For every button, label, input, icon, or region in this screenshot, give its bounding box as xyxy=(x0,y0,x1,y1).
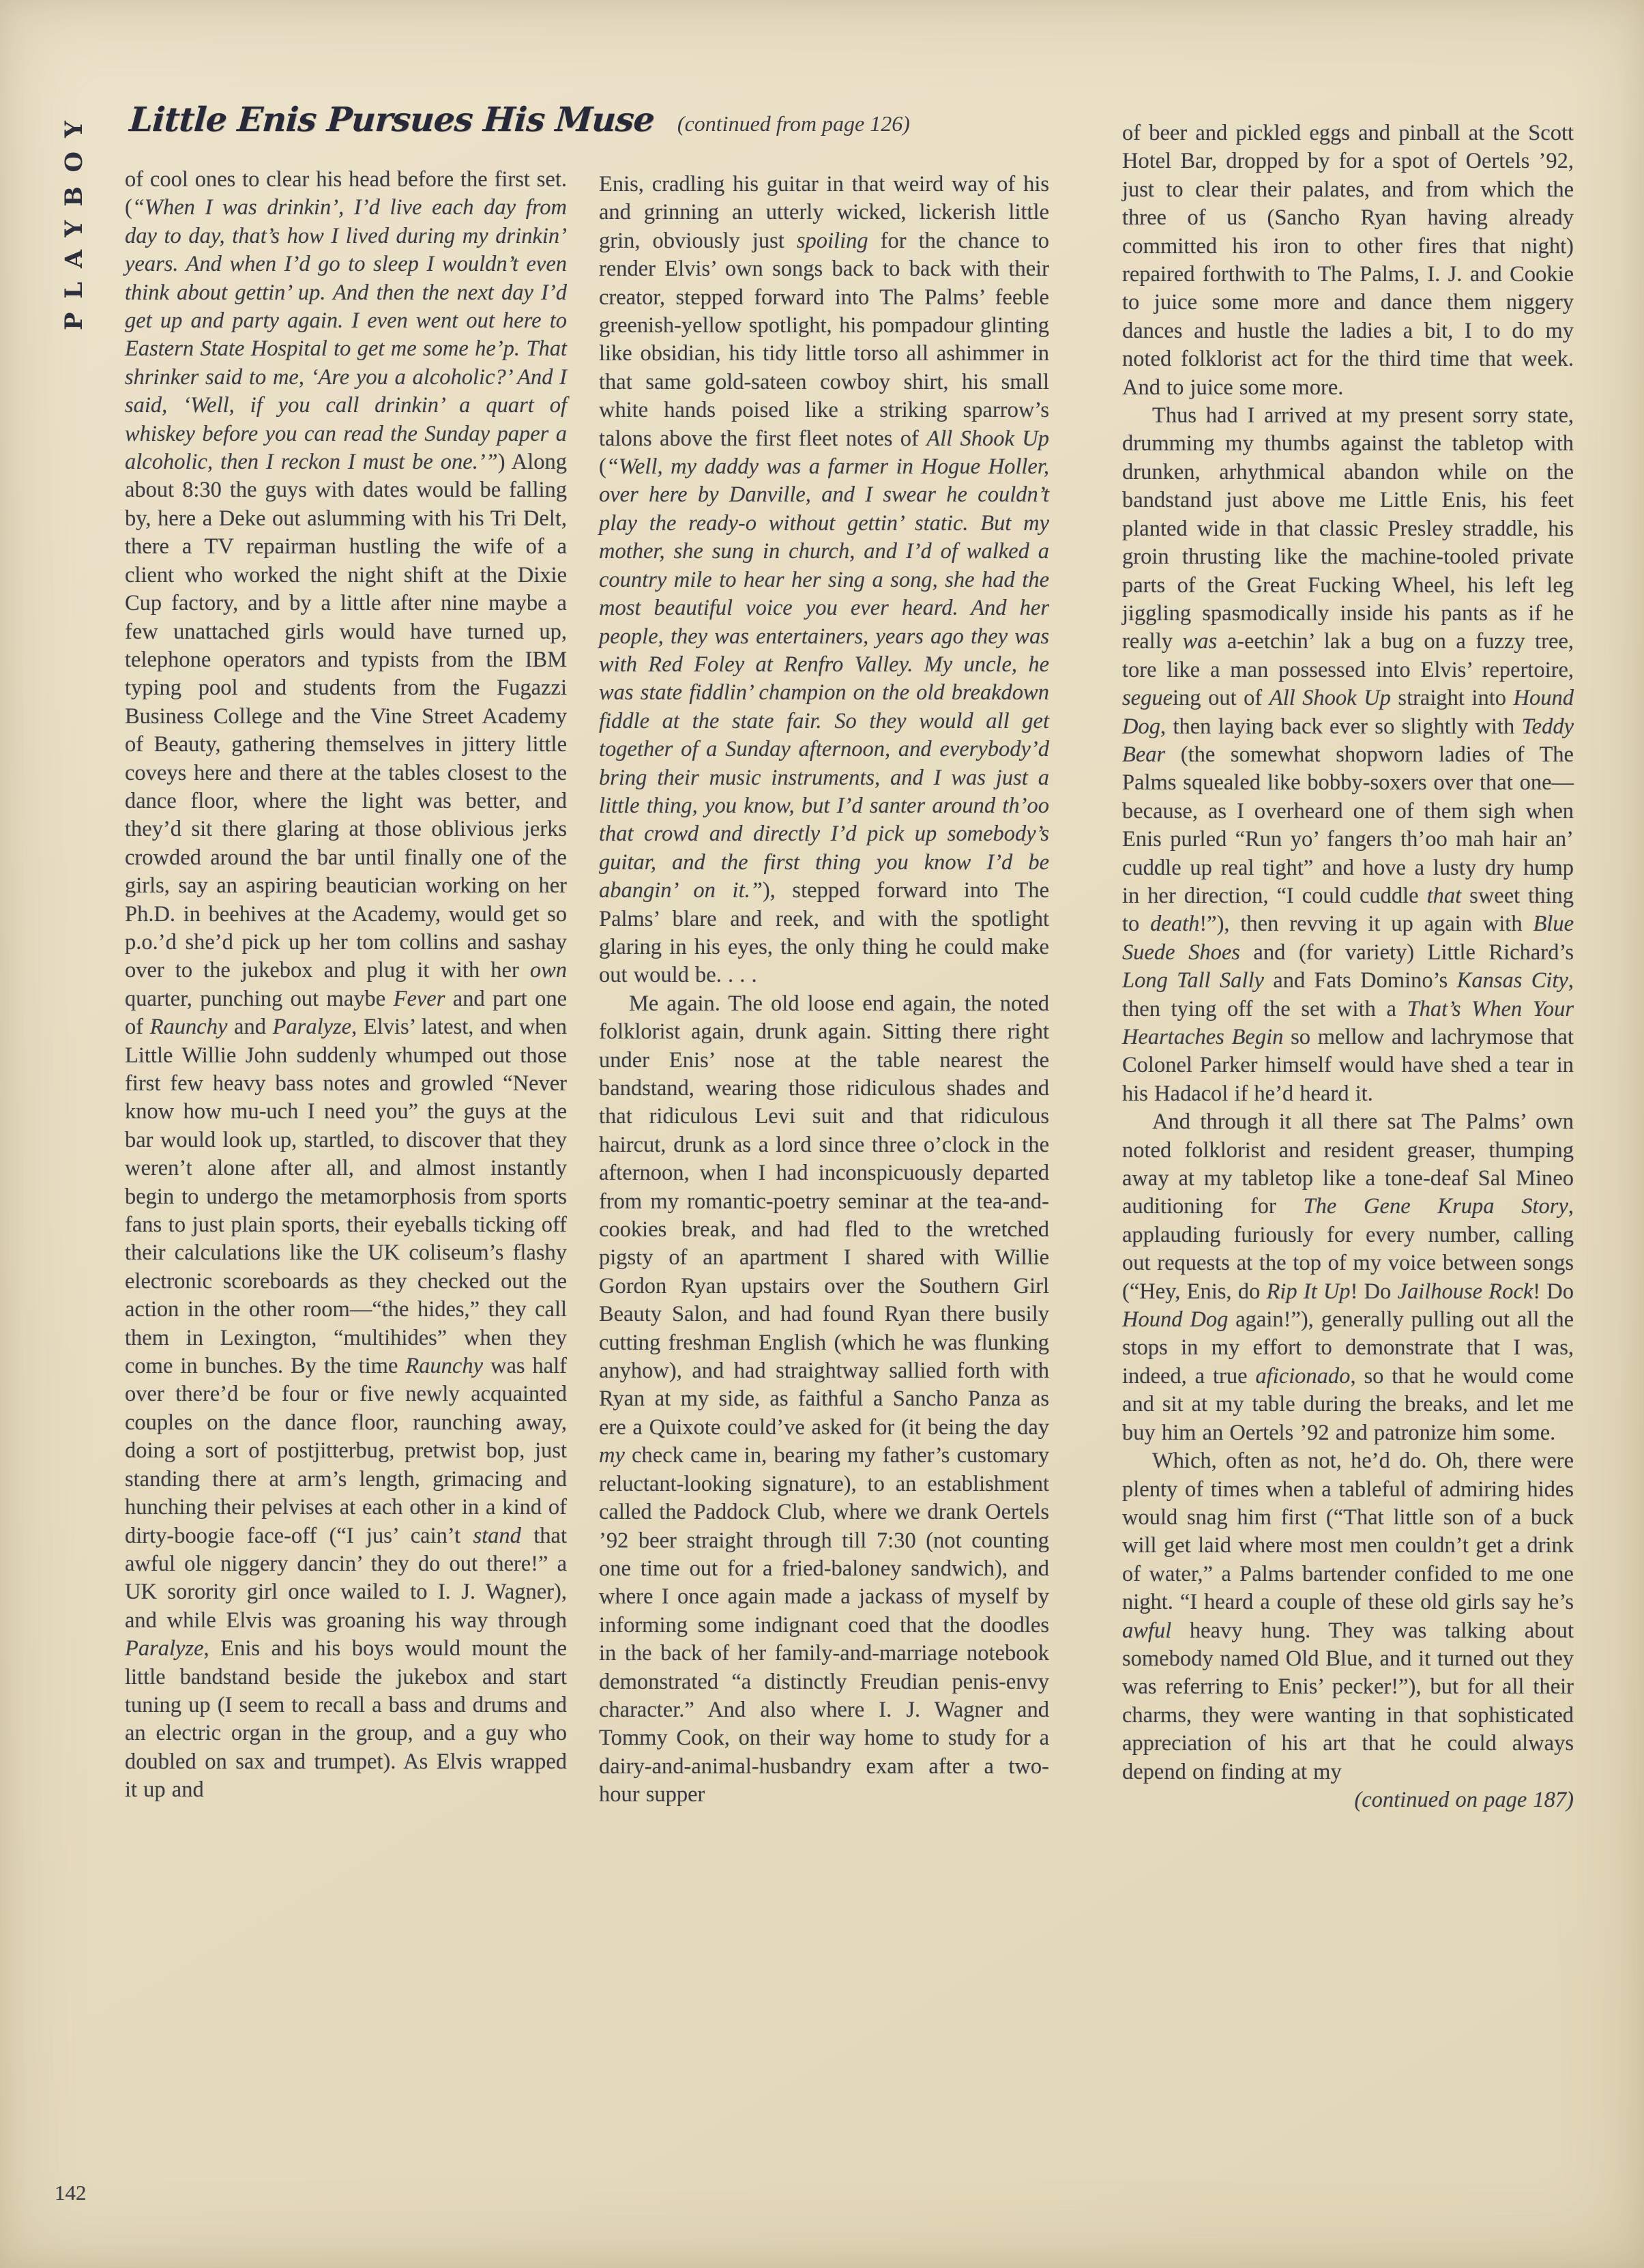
italic-run: spoiling xyxy=(796,228,868,253)
italic-run: Paralyze xyxy=(125,1636,204,1661)
column-1-paragraphs xyxy=(125,166,567,1805)
paragraph xyxy=(599,990,1049,1809)
text-run: ! Do xyxy=(1533,1279,1574,1304)
text-run: straight into xyxy=(1390,686,1514,711)
italic-run: Hound Dog xyxy=(1122,686,1574,739)
text-run: heavy hung. They was talking about somebody named Old Blue, and it turned out they was referring to Enis’ pecker!”), but for all their charms, they were wanting in that sophisticated appreciation of his art that he could always depend on finding at my xyxy=(1122,1618,1574,1784)
italic-run: Raunchy xyxy=(149,1015,228,1040)
italic-run: segue xyxy=(1122,686,1173,711)
text-run: that awful ole niggery dancin’ they do out there!” a UK sorority girl once wailed to I. J. Wagner), and while Elvis was groaning his way through xyxy=(125,1523,567,1633)
italic-run: my xyxy=(599,1443,625,1468)
italic-run: awful xyxy=(1122,1618,1172,1643)
text-column-1 xyxy=(125,166,567,1805)
text-run: a-eetchin’ lak a bug on a fuzzy tree, tore like a man possessed into Elvis’ repertoire, xyxy=(1122,629,1574,682)
text-run: , then laying back ever so slightly with xyxy=(1160,714,1522,739)
text-run: and Fats Domino’s xyxy=(1263,968,1457,993)
text-run: ! Do xyxy=(1350,1279,1398,1304)
italic-run: All Shook Up xyxy=(926,426,1049,451)
italic-run: Paralyze xyxy=(272,1015,352,1040)
text-run: (the somewhat shopworn ladies of The Palms squealed like bobby-soxers over that one—because, as I overheard one of them sigh when Enis purled “Run yo’ fangers th’oo mah hair an’ cuddle up real tight” and hove a lusty dry hump in her direction, “I could cuddle xyxy=(1122,742,1574,908)
text-run: again!”), generally pulling out all the stops in my effort to demonstrate that I was, indeed, a true xyxy=(1122,1307,1574,1389)
continued-on-note: (continued on page 187) xyxy=(1354,1787,1574,1812)
text-run: of beer and pickled eggs and pinball at the Scott Hotel Bar, dropped by for a spot of Oertels ’92, just to clear their palates, and from which the three of us (Sancho Ryan having already committed his iron to other fires that night) repaired forthwith to The Palms, I. J. and Cookie to juice some more and dance them niggery dances and hustle the ladies a bit, I to do my noted folklorist act for the third time that week. And to juice some more. xyxy=(1122,121,1574,400)
text-run: was half over there’d be four or five newly acquainted couples on the dance floor, raunching away, doing a sort of postjitterbug, pretwist bop, just standing there at arm’s length, grimacing and hunching their pelvises at each other in a kind of dirty-boogie face-off (“I jus’ cain’t xyxy=(125,1354,567,1548)
text-column-2 xyxy=(599,171,1049,1809)
paragraph xyxy=(1122,402,1574,1108)
paragraph xyxy=(1122,119,1574,402)
text-column-3 xyxy=(1122,119,1574,1814)
text-run: Which, often as not, he’d do. Oh, there were plenty of times when a tableful of admiring hides would snag him first (“That little son of a buck will get laid where most men couldn’t get a drink of water,” a Palms bartender confided to me one night. “I heard a couple of these old girls say he’s xyxy=(1122,1449,1574,1615)
italic-run: Teddy Bear xyxy=(1122,714,1574,767)
paragraph xyxy=(599,171,1049,990)
text-run: quarter, punching out maybe xyxy=(125,986,394,1011)
italic-run: was xyxy=(1182,629,1218,654)
italic-run: Hound Dog xyxy=(1122,1307,1229,1333)
italic-run: Raunchy xyxy=(405,1354,484,1379)
italic-run: Rip It Up xyxy=(1266,1279,1351,1304)
italic-run: Fever xyxy=(393,986,445,1011)
text-run: Thus had I arrived at my present sorry state, drumming my thumbs against the tabletop with drunken, arhythmical abandon while on the bandstand just above me Little Enis, his feet planted wide in that classic Presley straddle, his groin thrusting like the machine-tooled private parts of the Great Fucking Wheel, his left leg jiggling spasmodically inside his pants as if he really xyxy=(1122,403,1574,654)
text-run: and xyxy=(227,1015,273,1040)
text-run: Enis, cradling his guitar in that weird way of his and grinning an utterly wicked, lickerish little grin, obviously just xyxy=(599,172,1049,253)
column-3-paragraphs xyxy=(1122,119,1574,1786)
text-run: so mellow and lachrymose that Colonel Parker himself would have shed a tear in his Hadacol if he’d heard it. xyxy=(1122,1025,1574,1106)
italic-run: Long Tall Sally xyxy=(1122,968,1264,993)
text-run: sweet thing to xyxy=(1122,883,1574,937)
italic-run: The Gene Krupa Story xyxy=(1303,1194,1568,1219)
article-header xyxy=(130,100,1098,139)
text-run: , Elvis’ latest, and when Little Willie John suddenly whumped out those first few heavy bass notes and growled “Never know how mu-uch I need you” the guys at the bar would look up, startled, to discover that they weren’t alone after all, and almost instantly begin to undergo the metamorphosis from sports fans to just plain sports, their eyeballs ticking off their calculations like the UK coliseum’s flashy electronic scoreboards as they checked out the action in the other room—“the hides,” they call them in Lexington, “multihides” when they come in bunches. By the time xyxy=(125,1015,567,1379)
italic-run: aficionado xyxy=(1255,1363,1351,1389)
italic-run: All Shook Up xyxy=(1269,686,1391,711)
text-run: , then tying off the set with a xyxy=(1122,968,1574,1021)
text-run: , applauding furiously for every number, calling out requests at the top of my voice between songs (“Hey, Enis, do xyxy=(1122,1194,1574,1304)
continued-from-note: (continued from page 126) xyxy=(677,111,910,136)
text-run: and part one of xyxy=(125,986,567,1040)
paragraph xyxy=(125,166,567,1805)
italic-run: stand xyxy=(473,1523,521,1548)
text-run: !”), then revving it up again with xyxy=(1199,912,1533,937)
text-run: And through it all there sat The Palms’ own noted folklorist and resident greaser, thumping away at my tabletop like a tone-deaf Sal Mineo auditioning for xyxy=(1122,1109,1574,1219)
italic-run: That’s When Your Heartaches Begin xyxy=(1122,996,1574,1049)
text-run: , so that he would come and sit at my table during the breaks, and let me buy him an Oertels ’92 and patronize him some. xyxy=(1122,1363,1574,1445)
page-number: 142 xyxy=(55,2181,87,2205)
text-run: check came in, bearing my father’s customary reluctant-looking signature), to an establishment called the Paddock Club, where we drank Oertels ’92 beer straight through till 7:30 (not counting one time out for a fried-baloney sandwich), and where I once again made a jackass of myself by informing some indignant coed that the doodles in the back of her family-and-marriage notebook demonstrated “a distinctly Freudian penis-envy character.” And also where I. J. Wagner and Tommy Cook, on their way home to study for a dairy-and-animal-husbandry exam after a two-hour supper xyxy=(599,1443,1049,1807)
paragraph xyxy=(1122,1108,1574,1447)
text-run: ) Along about 8:30 the guys with dates would be falling by, here a Deke out aslumming with his Tri Delt, there a TV repairman hustling the wife of a client who worked the night shift at the Dixie Cup factory, and by a little after nine maybe a few unattached girls would have turned up, telephone operators and typists from the IBM typing pool and students from the Fugazzi Business College and the Vine Street Academy of Beauty, gathering themselves in jittery little coveys here and there at the tables closest to the dance floor, where the light was better, and they’d sit there glaring at those oblivious jerks crowded around the bar until finally one of the girls, say an aspiring beautician working on her Ph.D. in beehives at the Academy, would get so p.o.’d she’d pick up her tom collins and sashay over to the jukebox and plug it with her xyxy=(125,450,568,983)
italic-run: own xyxy=(529,958,567,983)
text-run: ), stepped forward into The Palms’ blare and reek, and with the spotlight glaring in his eyes, the only thing he could make out would be. . . . xyxy=(599,878,1049,988)
text-run: and (for variety) Little Richard’s xyxy=(1239,940,1574,965)
italic-run: “When I was drinkin’, I’d live each day from day to day, that’s how I lived during my drinkin’ years. And when I’d go to sleep I wouldn’t even think about gettin’ up. And then the next day I’d get up and party again. I even went out here to Eastern State Hospital to get me some he’p. That shrinker said to me, ‘Are you a alcoholic?’ And I said, ‘Well, if you call drinkin’ a quart of whiskey before you can read the Sunday paper a alcoholic, then I reckon I must be one.’” xyxy=(125,195,567,475)
playboy-spine-label: PLAYBOY xyxy=(60,107,88,331)
italic-run: “Well, my daddy was a farmer in Hogue Holler, over here by Danville, and I swear he couldn’t play the ready-o without gettin’ static. But my mother, she sung in church, and I’d of walked a country mile to hear her sing a song, she had the most beautiful voice you ever heard. And her people, they was entertainers, years ago they was with Red Foley at Renfro Valley. My uncle, he was state fiddlin’ champion on the old breakdown fiddle at the state fair. So they would all get together of a Sunday afternoon, and everybody’d bring their music instruments, and I was just a little thing, you know, but I’d santer around th’oo that crowd and directly I’d pick up somebody’s guitar, and the first thing you know I’d be abangin’ on it.” xyxy=(599,454,1049,903)
italic-run: Kansas City xyxy=(1456,968,1568,993)
italic-run: that xyxy=(1426,883,1462,908)
italic-run: Jailhouse Rock xyxy=(1397,1279,1533,1304)
text-run: , Enis and his boys would mount the little bandstand beside the jukebox and start tuning up (I seem to recall a bass and drums and an electric organ in the group, and a guy who doubled on sax and trumpet). As Elvis wrapped it up and xyxy=(125,1636,567,1803)
text-run: of cool ones to clear his head before the first set. ( xyxy=(125,167,567,220)
text-run: ( xyxy=(599,454,606,480)
paragraph xyxy=(1122,1447,1574,1786)
italic-run: Blue Suede Shoes xyxy=(1122,912,1574,965)
article-title: Little Enis Pursues His Muse xyxy=(128,100,656,139)
italic-run: death xyxy=(1150,912,1200,937)
text-run: Me again. The old loose end again, the noted folklorist again, drunk again. Sitting there right under Enis’ nose at the table nearest the bandstand, wearing those ridiculous shades and that ridiculous Levi suit and that ridiculous haircut, drunk as a lord since three o’clock in the afternoon, when I had inconspicuously departed from my romantic-poetry seminar at the tea-and-cookies break, and had fled to the wretched pigsty of an apartment I shared with Willie Gordon Ryan upstairs over the Southern Girl Beauty Salon, and had found Ryan there busily cutting freshman English (which he was flunking anyhow), and had straightway sallied forth with Ryan at my side, as faithful a Sancho Panza as ere a Quixote could’ve asked for (it being the day xyxy=(599,991,1049,1440)
text-run: for the chance to render Elvis’ own songs back to back with their creator, stepped forward into The Palms’ feeble greenish-yellow spotlight, his pompadour glinting like obsidian, his tidy little torso all ashimmer in that same gold-sateen cowboy shirt, his small white hands poised like a striking sparrow’s talons above the first fleet notes of xyxy=(599,228,1049,451)
column-2-paragraphs xyxy=(599,171,1049,1809)
text-run: ing out of xyxy=(1173,686,1269,711)
